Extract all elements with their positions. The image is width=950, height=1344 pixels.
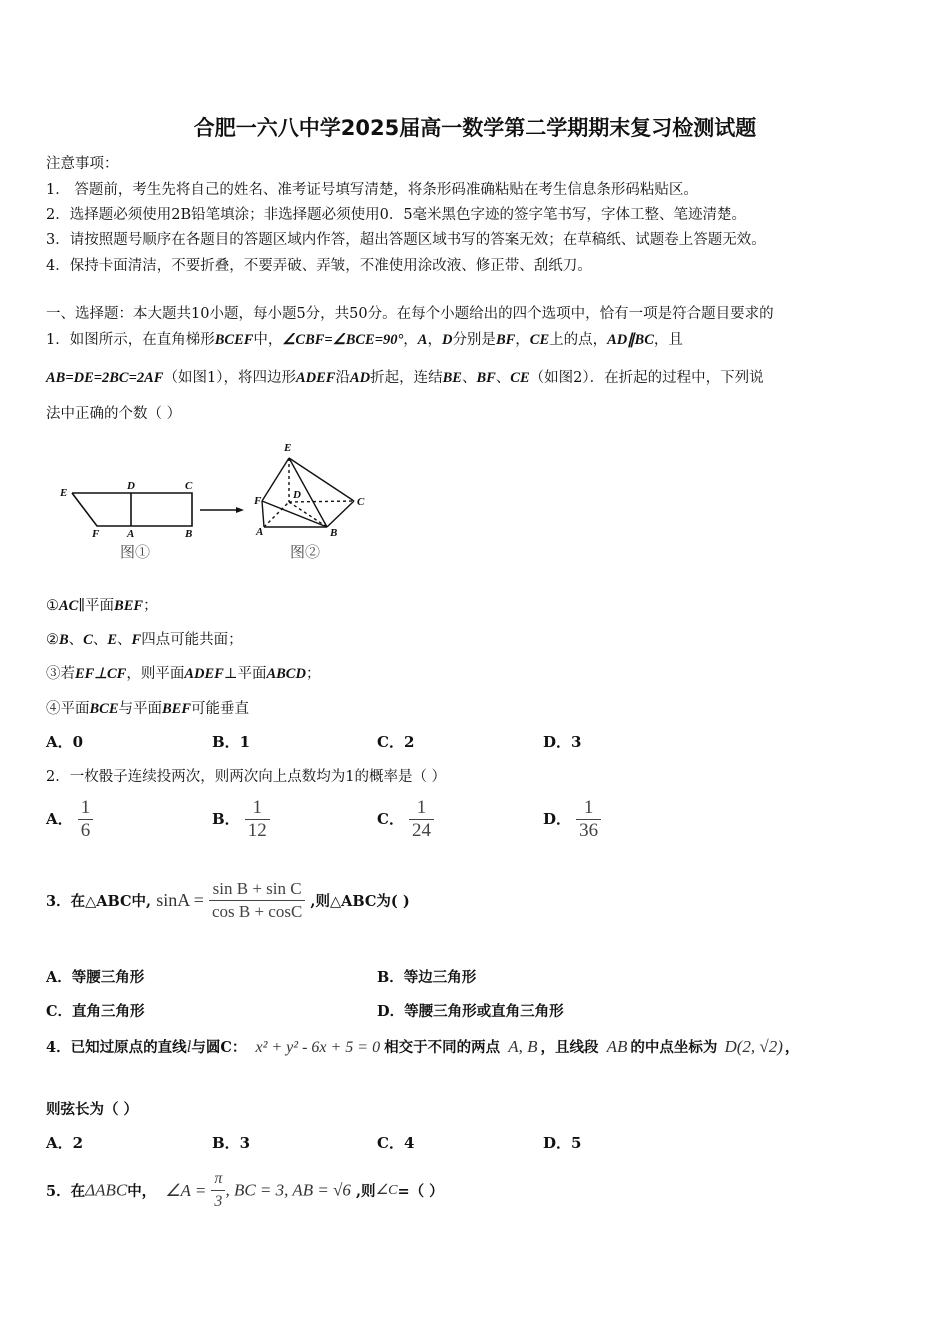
fraction: $\frac{\text{sin B + sin C}}{\text{cos B + cosC}}$	[209, 878, 305, 923]
q3-option-b[interactable]: B．等边三角形	[377, 969, 477, 986]
notice-item: 1． 答题前，考生先将自己的姓名、准考证号填写清楚，将条形码准确粘贴在考生信息条形码粘贴区。	[46, 182, 698, 198]
fraction: $\frac{\pi}{3}$	[211, 1168, 225, 1213]
fig1-label-a: A	[127, 528, 135, 540]
q3-stem: 3．在△ABC中, sinA = $\frac{\text{sin B + sin C}}{\text{cos B + cosC}}$ ,则△ABC为( )	[46, 879, 410, 921]
q4-option-c[interactable]: C．4	[377, 1134, 415, 1152]
q2-option-b[interactable]: B． $\frac{1}{12}$	[212, 797, 270, 842]
q2-stem: 2．一枚骰子连续投两次，则两次向上点数均为1的概率是（ ）	[46, 769, 447, 785]
fig2-label-f: F	[254, 495, 262, 507]
q3-option-c[interactable]: C．直角三角形	[46, 1003, 145, 1020]
q1-statement-4: ④平面BCE与平面BEF可能垂直	[46, 701, 250, 717]
fig2-label-c: C	[357, 496, 365, 508]
fig1-label-e: E	[60, 487, 68, 499]
q3-option-d[interactable]: D．等腰三角形或直角三角形	[377, 1003, 564, 1020]
fraction: $\frac{1}{12}$	[245, 797, 270, 842]
figure-2	[262, 458, 354, 527]
q1-statement-1: ①AC∥平面BEF；	[46, 598, 158, 614]
q1-option-c[interactable]: C．2	[377, 733, 415, 751]
q1-stem-line1: 1．如图所示，在直角梯形BCEF中，∠CBF=∠BCE=90°，A，D分别是BF，CE上的点，AD∥BC，且	[46, 332, 683, 348]
fig2-label-a: A	[256, 526, 264, 538]
q1-statement-3: ③若EF⊥CF，则平面ADEF⊥平面ABCD；	[46, 666, 321, 682]
q4-option-a[interactable]: A．2	[46, 1134, 84, 1152]
figure-1	[72, 493, 192, 526]
notice-item: 4．保持卡面清洁，不要折叠，不要弄破、弄皱，不准使用涂改液、修正带、刮纸刀。	[46, 258, 592, 274]
fraction: $\frac{1}{6}$	[78, 797, 94, 842]
q1-option-a[interactable]: A．0	[46, 733, 84, 751]
q1-option-d[interactable]: D．3	[543, 733, 582, 751]
notice-item: 2．选择题必须使用2B铅笔填涂；非选择题必须使用0．5毫米黑色字迹的签字笔书写，字体工整、笔迹清楚。	[46, 207, 747, 223]
q1-stem-line2: AB=DE=2BC=2AF（如图1），将四边形ADEF沿AD折起，连结BE、BF、CE（如图2）．在折起的过程中，下列说	[46, 370, 764, 386]
q2-option-c[interactable]: C． $\frac{1}{24}$	[377, 797, 434, 842]
fig2-label-e: E	[284, 442, 292, 454]
notice-heading: 注意事项：	[46, 156, 119, 172]
q1-stem-line3: 法中正确的个数（ ）	[46, 406, 182, 422]
section-heading: 一、选择题：本大题共10小题，每小题5分，共50分。在每个小题给出的四个选项中，恰有一项是符合题目要求的	[46, 306, 774, 322]
q5-stem: 5．在ΔABC中， ∠A = $\frac{\pi}{3}$ , BC = 3, AB = √6 ,则∠C=（ ）	[46, 1168, 444, 1213]
fig1-caption: 图①	[120, 545, 151, 561]
fig2-label-b: B	[330, 527, 338, 539]
arrow	[200, 507, 244, 513]
fig1-label-b: B	[185, 528, 193, 540]
fig1-label-d: D	[127, 480, 135, 492]
q4-option-b[interactable]: B．3	[212, 1134, 251, 1152]
fraction: $\frac{1}{36}$	[576, 797, 601, 842]
fig1-label-c: C	[185, 480, 193, 492]
q4-option-d[interactable]: D．5	[543, 1134, 582, 1152]
q1-statement-2: ②B、C、E、F四点可能共面；	[46, 632, 243, 648]
fig2-label-d: D	[293, 489, 301, 501]
page-title: 合肥一六八中学2025届高一数学第二学期期末复习检测试题	[193, 116, 757, 140]
q3-option-a[interactable]: A．等腰三角形	[46, 969, 145, 986]
notice-item: 3．请按照题号顺序在各题目的答题区域内作答，超出答题区域书写的答案无效；在草稿纸、试题卷上答题无效。	[46, 232, 766, 248]
q4-stem-line1: 4．已知过原点的直线l与圆C： x² + y² - 6x + 5 = 0 相交于不同的两点 A, B ，且线段 AB 的中点坐标为 D(2, √2) ，	[46, 1037, 800, 1056]
q1-option-b[interactable]: B．1	[212, 733, 251, 751]
q1-figure	[52, 438, 382, 568]
fraction: $\frac{1}{24}$	[409, 797, 434, 842]
q4-stem-line2: 则弦长为（ ）	[46, 1101, 139, 1118]
q2-option-d[interactable]: D． $\frac{1}{36}$	[543, 797, 601, 842]
q2-option-a[interactable]: A． $\frac{1}{6}$	[46, 797, 93, 842]
fig1-label-f: F	[92, 528, 100, 540]
fig2-caption: 图②	[290, 545, 321, 561]
